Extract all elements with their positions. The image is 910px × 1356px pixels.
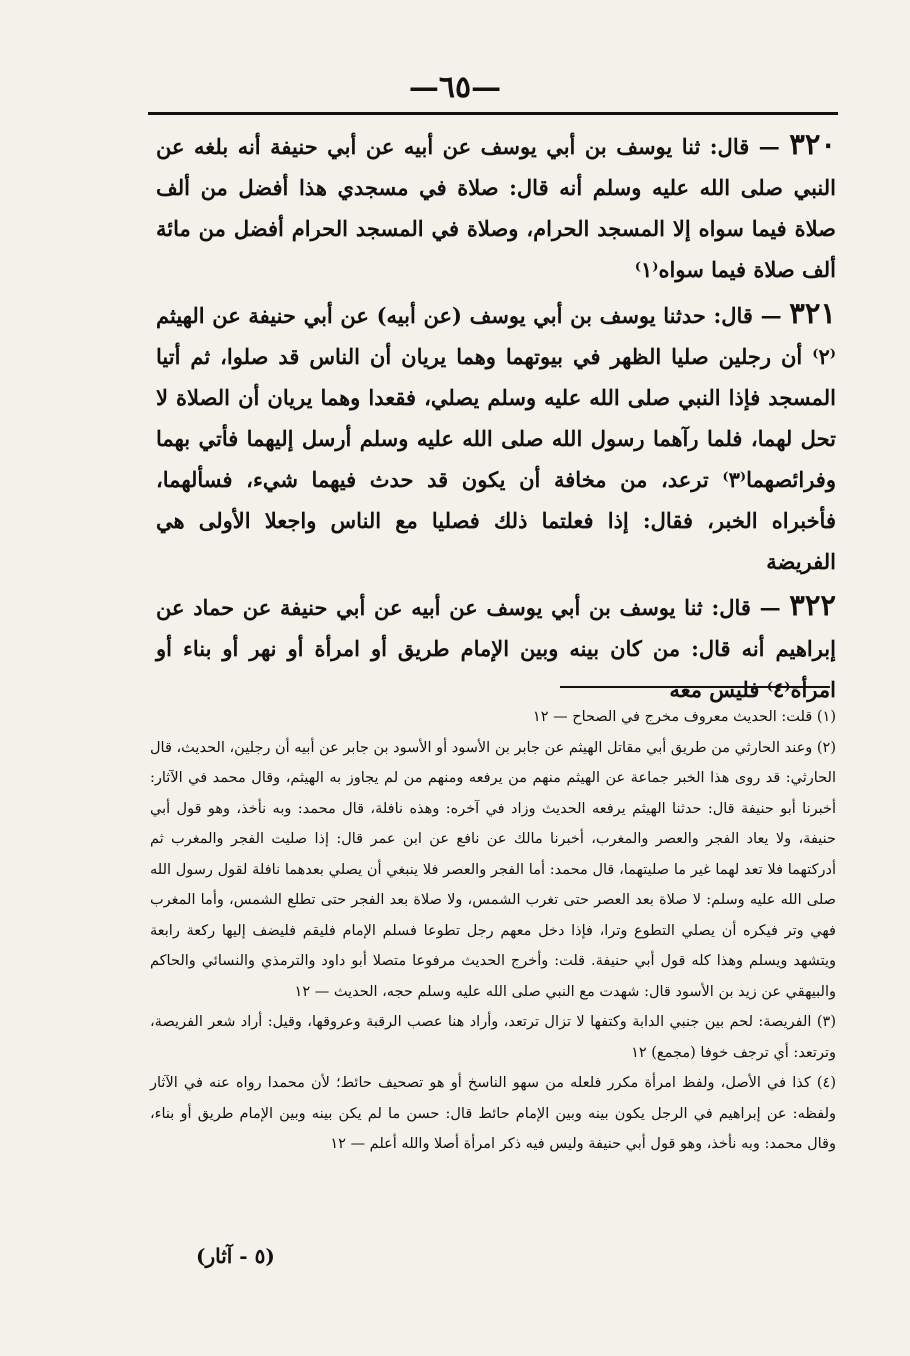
hadith-text: — قال: حدثنا يوسف بن أبي يوسف (عن أبيه) عن أبي حنيفة عن الهيثم ⁽٢⁾ أن رجلين صليا الظهر في بيوتهما وهما يريان أن الناس قد صلوا، ثم أتيا المسجد فإذا النبي صلى الله عليه وسلم يصلي، فقعدا وهما يريان أن الصلاة لا تحل لهما، فلما رآهما رسول الله صلى الله عليه وسلم أرسل إليهما فأتي بهما وفرائصهما⁽٣⁾ ترعد، من مخافة أن يكون قد حدث فيهما شيء، فسألهما، فأخبراه الخبر، فقال: إذا فعلتما ذلك فصليا مع الناس واجعلا الأولى هي الفريضة (156, 303, 836, 574)
main-text (156, 124, 836, 713)
header-rule (148, 112, 838, 115)
hadith-number: ٣٢٠ (789, 127, 836, 161)
hadith-number: ٣٢١ (789, 296, 836, 330)
footnote: (١) قلت: الحديث معروف مخرج في الصحاح — ١٢ (532, 709, 836, 725)
hadith-paragraph (156, 124, 836, 290)
hadith-text: — قال: ثنا يوسف بن أبي يوسف عن أبيه عن أبي حنيفة أنه بلغه عن النبي صلى الله عليه وسلم أنه قال: صلاة في مسجدي هذا أفضل من ألف صلاة فيما سواه إلا المسجد الحرام، وصلاة في المسجد الحرام أفضل من مائة ألف صلاة فيما سواه⁽١⁾ (156, 134, 836, 282)
footnotes (150, 702, 836, 1160)
footnote: (٢) وعند الحارثي من طريق أبي مقاتل الهيثم عن جابر بن الأسود أو الأسود بن جابر عن أبيه أن رجلين، الحديث، قال الحارثي: قد روى هذا الخبر جماعة عن الهيثم منهم من يرفعه ومنهم من لم يجاوز به الهيثم، وقال محمد في الآثار: أخبرنا أبو حنيفة قال: حدثنا الهيثم يرفعه الحديث وزاد في آخره: وهذه نافلة، قال محمد: وبه نأخذ، وهو قول أبي حنيفة، ولا يعاد الفجر والعصر والمغرب، أخبرنا مالك عن نافع عن ابن عمر قال: إذا صليت الفجر والمغرب ثم أدركتهما فلا تعد لهما غير ما صليتهما، قال محمد: أما الفجر والعصر فلا ينبغي أن يصلي بعدهما نافلة لقول رسول الله صلى الله عليه وسلم: لا صلاة بعد العصر حتى تغرب الشمس، ولا صلاة بعد الفجر حتى تطلع الشمس، وأما المغرب فهي وتر فيكره أن يصلي التطوع وترا، فإذا دخل معهم رجل تطوعا فسلم الإمام فليقم فليضف إليها ركعة رابعة ويتشهد ويسلم وهذا كله قول أبي حنيفة. قلت: وأخرج الحديث مرفوعا متصلا أبو داود والترمذي والنسائي والحاكم والبيهقي عن زيد بن الأسود قال: شهدت مع النبي صلى الله عليه وسلم حجه، الحديث — ١٢ (150, 739, 836, 1000)
footnote-divider (560, 686, 830, 688)
page-number: —٦٥— (408, 70, 502, 105)
signature-mark: (٥ - آثار) (196, 1244, 275, 1268)
hadith-text: — قال: ثنا يوسف بن أبي يوسف عن أبيه عن أبي حنيفة عن حماد عن إبراهيم أنه قال: من كان بينه وبين الإمام طريق أو امرأة أو نهر أو بناء أو امرأة⁽٤⁾ فليس معه (156, 595, 836, 702)
footnote: (٤) كذا في الأصل، ولفظ امرأة مكرر فلعله من سهو الناسخ أو هو تصحيف حائط؛ لأن محمدا رواه عنه في الآثار ولفظه: عن إبراهيم في الرجل يكون بينه وبين الإمام حائط قال: حسن ما لم يكن بينه وبين الإمام طريق أو بناء، وقال محمد: وبه نأخذ، وهو قول أبي حنيفة وليس فيه ذكر امرأة أصلا والله أعلم — ١٢ (150, 1075, 836, 1152)
footnote: (٣) الفريصة: لحم بين جنبي الدابة وكتفها لا تزال ترتعد، وأراد هنا عصب الرقبة وعروقها، وقيل: أراد شعر الفريصة، وترتعد: أي ترجف خوفا (مجمع) ١٢ (150, 1014, 836, 1061)
hadith-paragraph (156, 585, 836, 710)
hadith-paragraph (156, 293, 836, 582)
hadith-number: ٣٢٢ (789, 588, 836, 622)
